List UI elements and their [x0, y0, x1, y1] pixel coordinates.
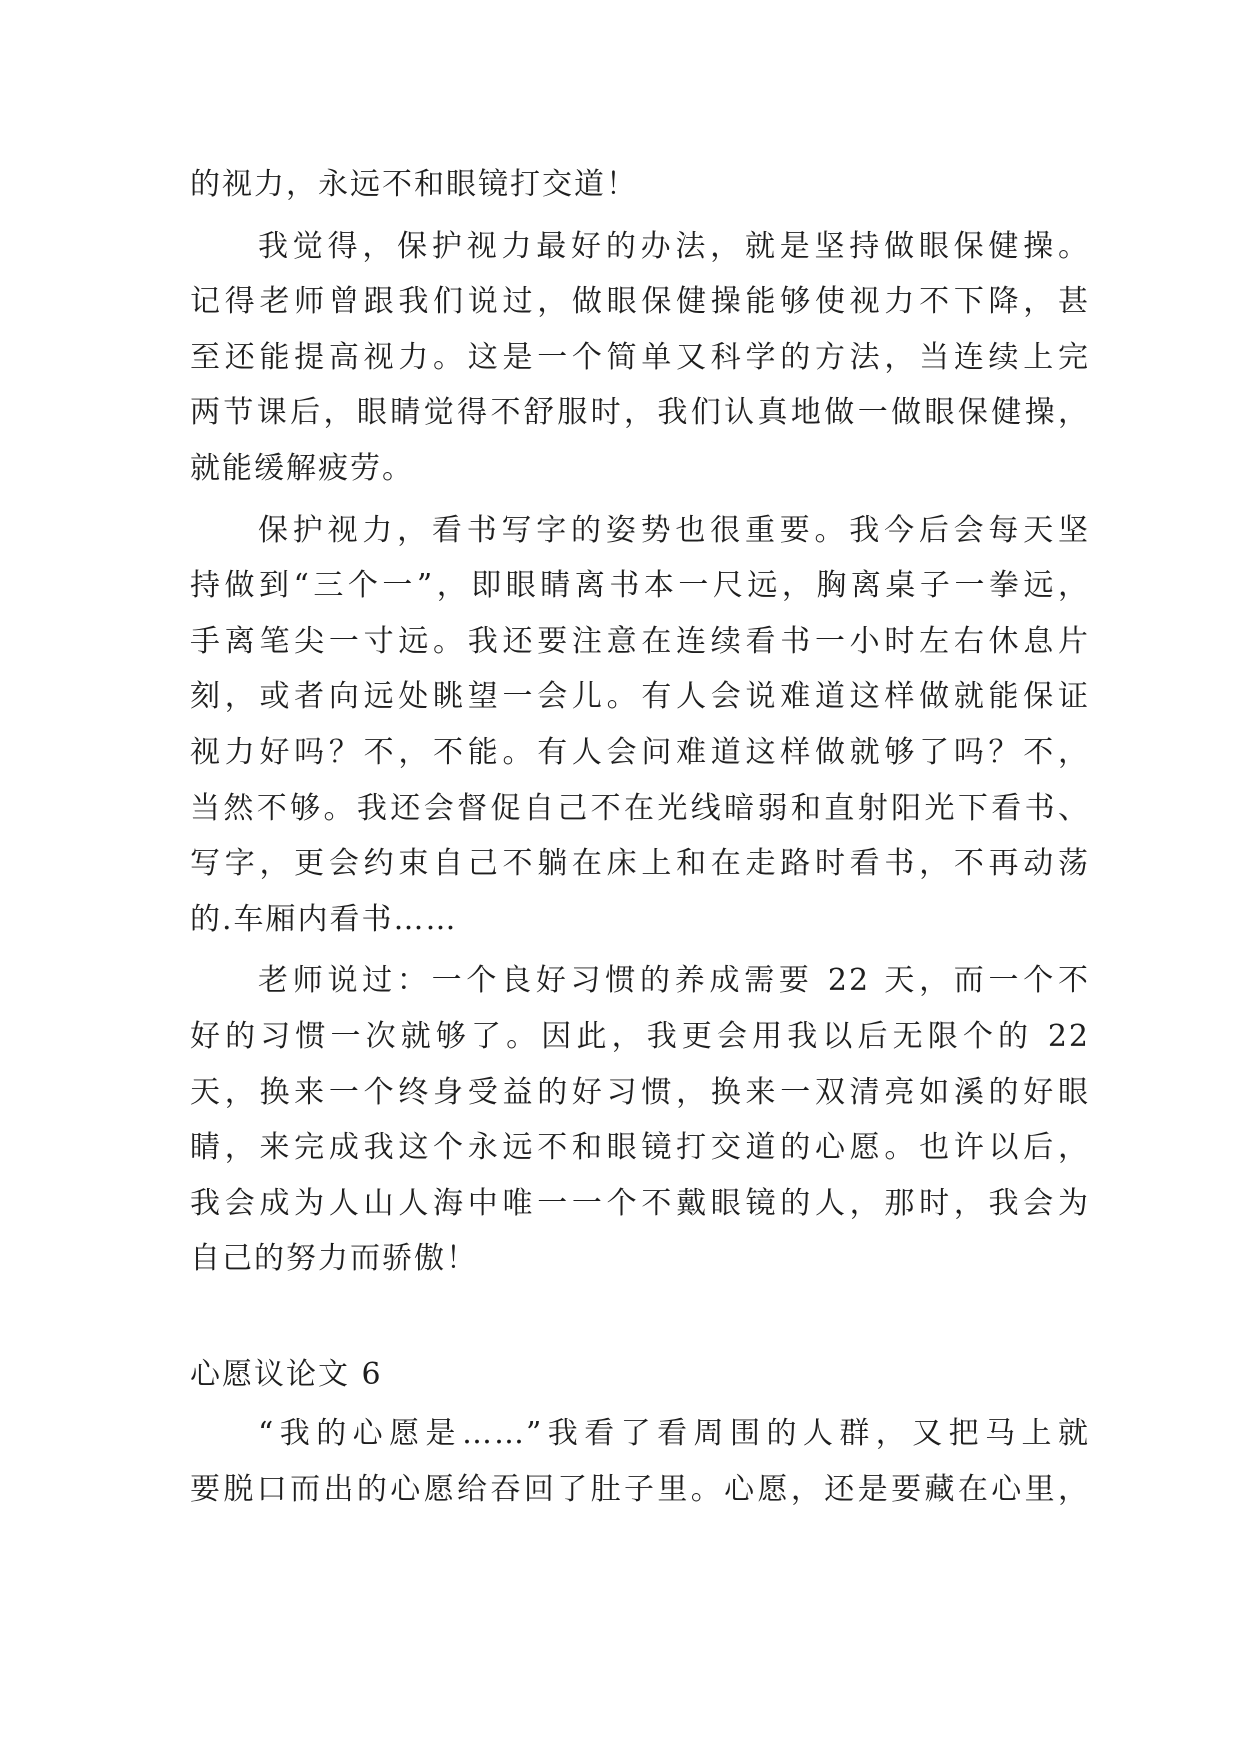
text-line: 至还能提高视力。这是一个简单又科学的方法，当连续上完: [190, 339, 1090, 375]
document-body: [190, 157, 1090, 1518]
paragraph: [190, 157, 1090, 213]
text-line: 刻，或者向远处眺望一会儿。有人会说难道这样做就能保证: [190, 679, 1090, 715]
paragraph: [190, 1406, 1090, 1517]
text-line: 就能缓解疲劳。: [190, 450, 414, 486]
text-line: 当然不够。我还会督促自己不在光线暗弱和直射阳光下看书、: [190, 790, 1090, 826]
text-line: 睛，来完成我这个永远不和眼镜打交道的心愿。也许以后，: [190, 1130, 1090, 1166]
text-line: 视力好吗？不，不能。有人会问难道这样做就够了吗？不，: [190, 734, 1090, 770]
text-line: 记得老师曾跟我们说过，做眼保健操能够使视力不下降，甚: [190, 284, 1090, 320]
text-line: 自己的努力而骄傲！: [190, 1241, 478, 1277]
text-line: 好的习惯一次就够了。因此，我更会用我以后无限个的 22: [190, 1018, 1090, 1054]
section-heading: 心愿议论文 6: [190, 1356, 383, 1392]
text-line: 我觉得，保护视力最好的办法，就是坚持做眼保健操。: [258, 228, 1090, 264]
text-line: 写字，更会约束自己不躺在床上和在走路时看书，不再动荡: [190, 846, 1090, 882]
text-line: 天，换来一个终身受益的好习惯，换来一双清亮如溪的好眼: [190, 1074, 1090, 1110]
text-line: 的视力，永远不和眼镜打交道！: [190, 167, 638, 202]
text-line: 两节课后，眼睛觉得不舒服时，我们认真地做一做眼保健操，: [190, 395, 1090, 431]
text-line: 要脱口而出的心愿给吞回了肚子里。心愿，还是要藏在心里，: [190, 1472, 1090, 1508]
text-line: 保护视力，看书写字的姿势也很重要。我今后会每天坚: [258, 512, 1090, 548]
text-line: 的.车厢内看书……: [190, 901, 458, 937]
text-line: 老师说过：一个良好习惯的养成需要 22 天，而一个不: [258, 963, 1090, 999]
paragraph: [190, 219, 1090, 497]
text-line: 手离笔尖一寸远。我还要注意在连续看书一小时左右休息片: [190, 623, 1090, 659]
text-line: “我的心愿是……”我看了看周围的人群，又把马上就: [258, 1416, 1090, 1452]
paragraph: [190, 953, 1090, 1287]
text-line: 我会成为人山人海中唯一一个不戴眼镜的人，那时，我会为: [190, 1185, 1090, 1221]
text-line: 持做到“三个一”，即眼睛离书本一尺远，胸离桌子一拳远，: [190, 568, 1090, 604]
paragraph: [190, 503, 1090, 948]
